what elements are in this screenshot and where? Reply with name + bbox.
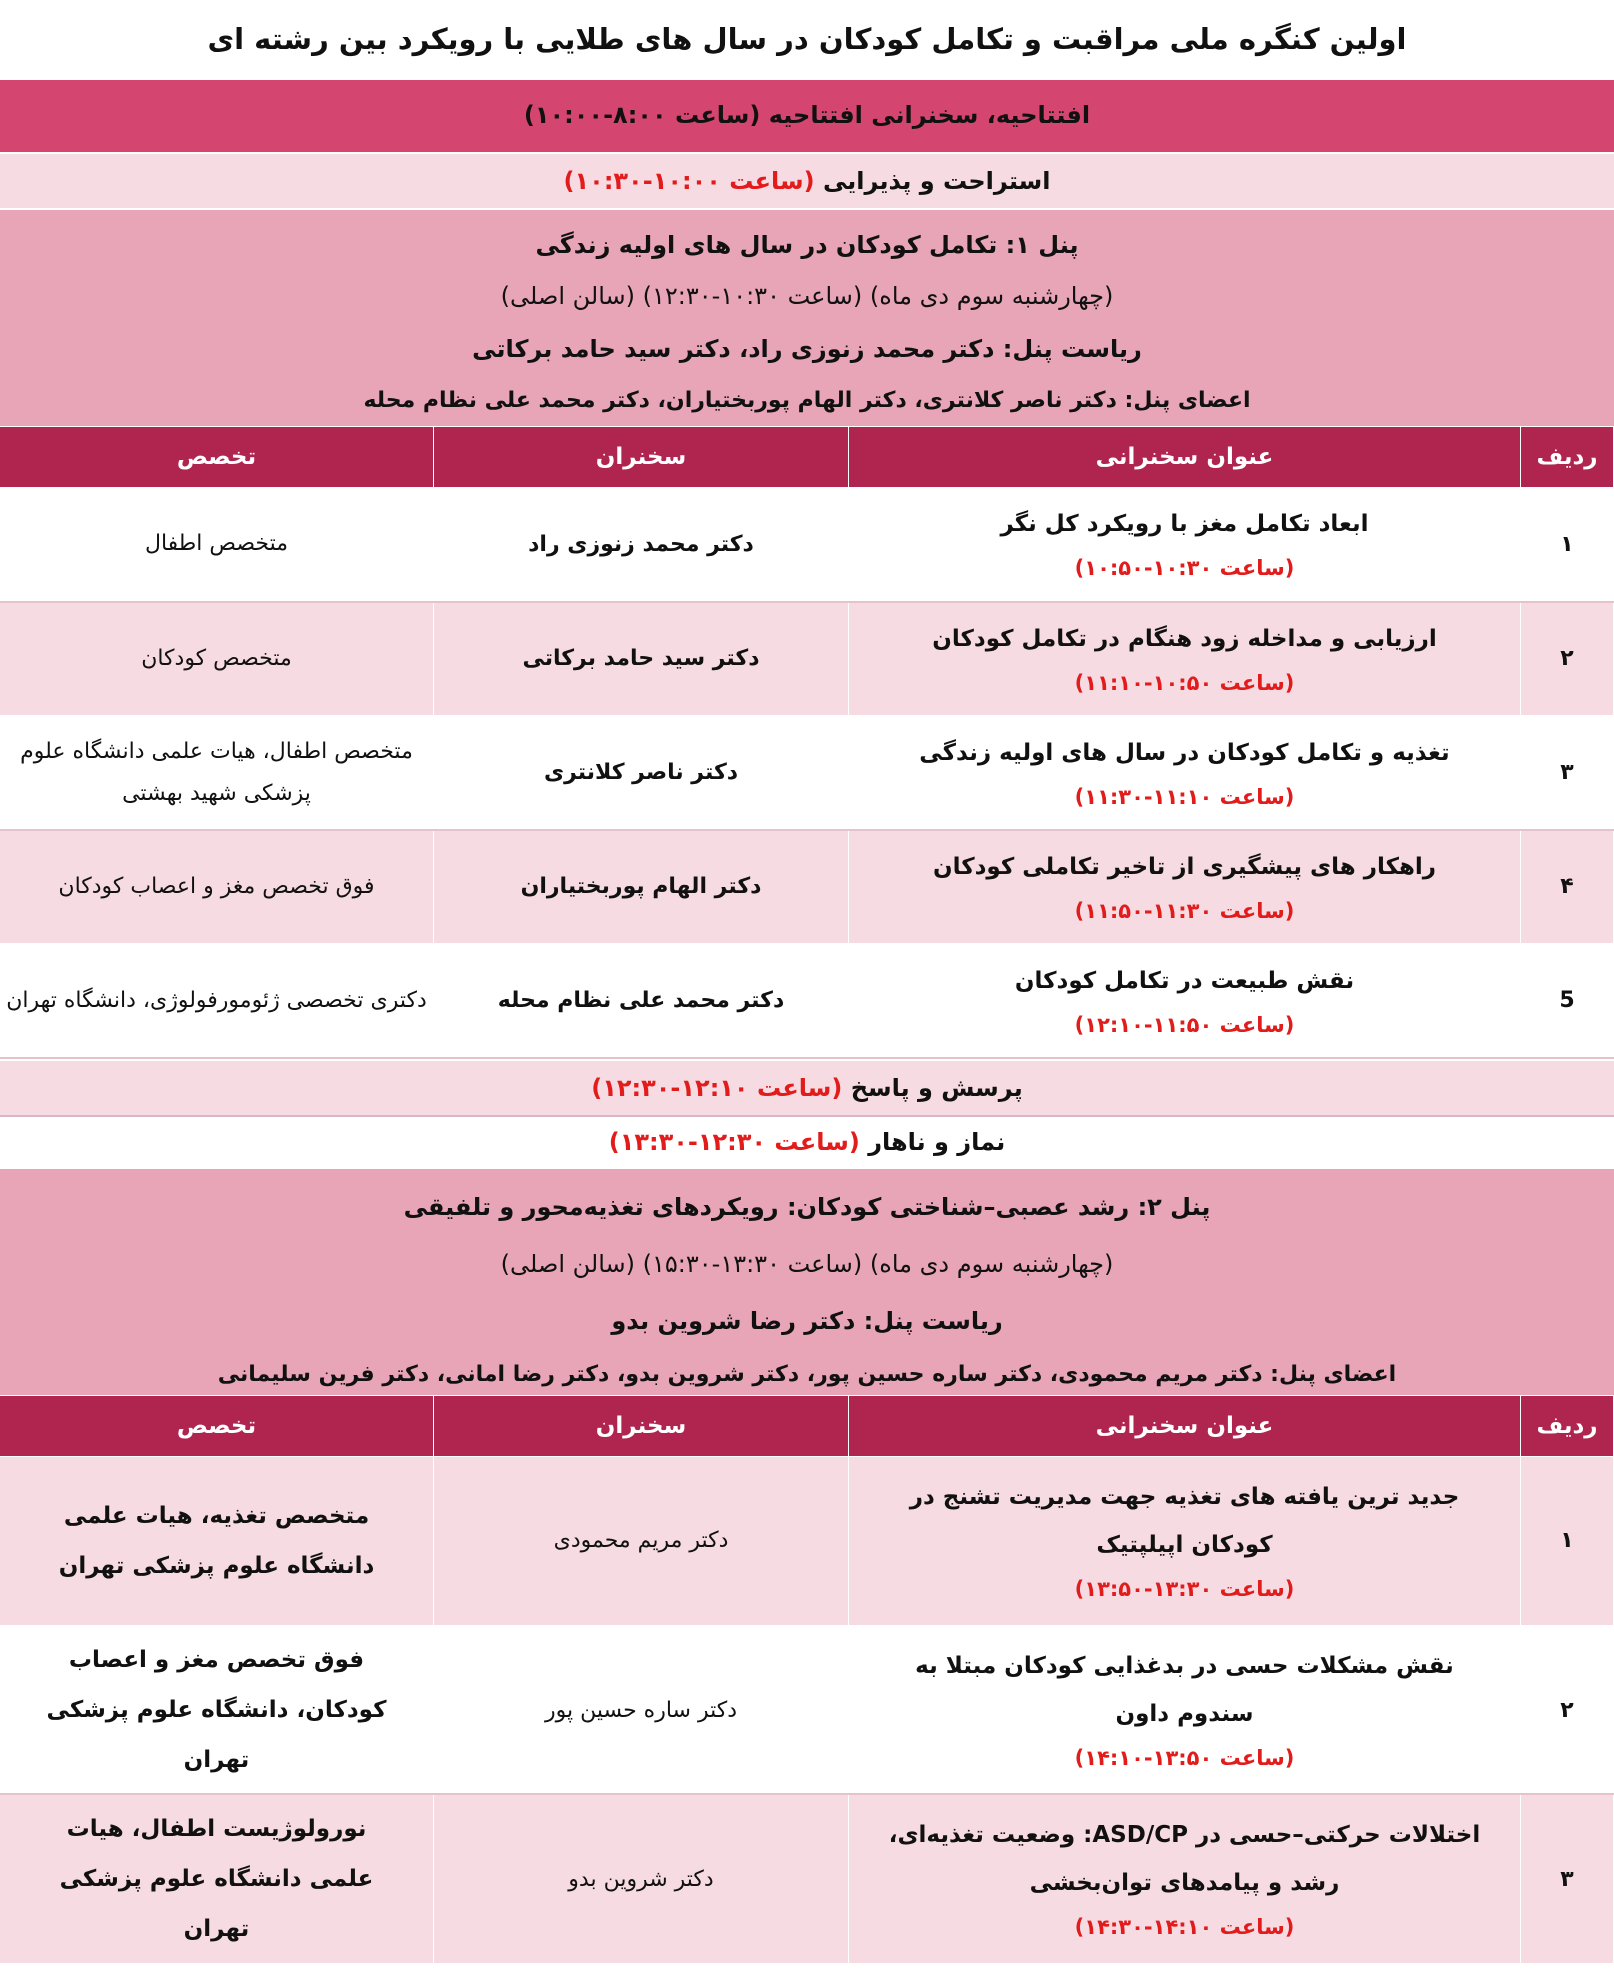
qa-time: (ساعت ۱۲:۱۰-۱۲:۳۰) bbox=[591, 1073, 843, 1102]
panel-2-header bbox=[0, 1167, 1614, 1395]
topic-title: نقش مشکلات حسی در بدغذایی کودکان مبتلا به سندوم داون bbox=[915, 1653, 1454, 1727]
row-number: 5 bbox=[1521, 944, 1614, 1058]
panel-2-table bbox=[0, 1395, 1614, 1966]
table-row bbox=[0, 1794, 1614, 1964]
row-number: ۳ bbox=[1521, 716, 1614, 830]
opening-label: افتتاحیه، سخنرانی افتتاحیه bbox=[768, 101, 1091, 129]
topic-title: تغذیه و تکامل کودکان در سال های اولیه زندگی bbox=[919, 739, 1450, 766]
row-number: ۳ bbox=[1521, 1794, 1614, 1964]
speaker-specialty: دکتری تخصصی ژئومورفولوژی، دانشگاه تهران bbox=[0, 944, 434, 1058]
panel-1-members: اعضای پنل: دکتر ناصر کلانتری، دکتر الهام پوربختیاران، دکتر محمد علی نظام محله bbox=[363, 388, 1251, 413]
topic-time: (ساعت ۱۱:۳۰-۱۱:۵۰) bbox=[1074, 898, 1295, 923]
speaker-name: دکتر محمد علی نظام محله bbox=[434, 944, 849, 1058]
break-time: (ساعت ۱۰:۰۰-۱۰:۳۰) bbox=[563, 167, 815, 195]
topic-title: ارزیابی و مداخله زود هنگام در تکامل کودکان bbox=[932, 625, 1437, 652]
panel-2-members: اعضای پنل: دکتر مریم محمودی، دکتر ساره حسین پور، دکتر شروین بدو، دکتر رضا امانی، دکتر فرین سلیمانی bbox=[217, 1361, 1397, 1387]
speaker-specialty: نورولوژیست اطفال، هیات علمی دانشگاه علوم پزشکی تهران bbox=[0, 1794, 434, 1964]
table-row bbox=[0, 944, 1614, 1058]
lunch-time: (ساعت ۱۲:۳۰-۱۳:۳۰) bbox=[608, 1127, 860, 1156]
panel-2-title: پنل ۲: رشد عصبی–شناختی کودکان: رویکردهای تغذیه‌محور و تلفیقی bbox=[403, 1192, 1211, 1221]
speaker-specialty: متخصص کودکان bbox=[0, 602, 434, 716]
table-row bbox=[0, 488, 1614, 602]
row-number: ۱ bbox=[1521, 1456, 1614, 1626]
lunch-band bbox=[0, 1115, 1614, 1167]
header-row-number: ردیف bbox=[1521, 427, 1614, 488]
talk-topic bbox=[849, 488, 1521, 602]
topic-time: (ساعت ۱۳:۳۰-۱۳:۵۰) bbox=[1074, 1576, 1295, 1601]
header-topic: عنوان سخنرانی bbox=[849, 1395, 1521, 1456]
panel-2-schedule: (چهارشنبه سوم دی ماه) (ساعت ۱۳:۳۰-۱۵:۳۰) (سالن اصلی) bbox=[500, 1249, 1114, 1278]
talk-topic bbox=[849, 944, 1521, 1058]
opening-time: (ساعت ۸:۰۰-۱۰:۰۰) bbox=[523, 101, 761, 129]
header-topic: عنوان سخنرانی bbox=[849, 427, 1521, 488]
row-number: ۲ bbox=[1521, 602, 1614, 716]
row-number: ۲ bbox=[1521, 1626, 1614, 1794]
panel-1-title: پنل ۱: تکامل کودکان در سال های اولیه زندگی bbox=[535, 231, 1079, 259]
speaker-name: دکتر ساره حسین پور bbox=[434, 1626, 849, 1794]
row-number: ۱ bbox=[1521, 488, 1614, 602]
table-row bbox=[0, 1626, 1614, 1794]
topic-title: جدید ترین یافته های تغذیه جهت مدیریت تشنج در کودکان اپیلپتیک bbox=[909, 1483, 1460, 1558]
speaker-name: دکتر ناصر کلانتری bbox=[434, 716, 849, 830]
talk-topic bbox=[849, 716, 1521, 830]
header-row-number: ردیف bbox=[1521, 1395, 1614, 1456]
break-band bbox=[0, 152, 1614, 208]
topic-time: (ساعت ۱۳:۵۰-۱۴:۱۰) bbox=[1074, 1746, 1295, 1770]
talk-topic bbox=[849, 830, 1521, 944]
lunch-label: نماز و ناهار bbox=[868, 1127, 1006, 1156]
talk-topic bbox=[849, 1626, 1521, 1794]
speaker-name: دکتر الهام پوربختیاران bbox=[434, 830, 849, 944]
panel-1-table bbox=[0, 426, 1614, 1059]
header-speaker: سخنران bbox=[434, 1395, 849, 1456]
topic-time: (ساعت ۱۰:۳۰-۱۰:۵۰) bbox=[1074, 556, 1295, 581]
table-header-row bbox=[0, 1395, 1614, 1456]
table-row bbox=[0, 602, 1614, 716]
topic-time: (ساعت ۱۱:۱۰-۱۱:۳۰) bbox=[1074, 784, 1295, 809]
break-label: استراحت و پذیرایی bbox=[823, 167, 1051, 195]
speaker-name: دکتر سید حامد برکاتی bbox=[434, 602, 849, 716]
speaker-specialty: فوق تخصص مغز و اعصاب کودکان، دانشگاه علوم پزشکی تهران bbox=[0, 1626, 434, 1794]
topic-time: (ساعت ۱۴:۱۰-۱۴:۳۰) bbox=[1074, 1915, 1295, 1939]
panel-1-schedule: (چهارشنبه سوم دی ماه) (ساعت ۱۰:۳۰-۱۲:۳۰) (سالن اصلی) bbox=[500, 282, 1114, 310]
speaker-specialty: فوق تخصص مغز و اعصاب کودکان bbox=[0, 830, 434, 944]
speaker-specialty: متخصص اطفال bbox=[0, 488, 434, 602]
panel-1-chair: ریاست پنل: دکتر محمد زنوزی راد، دکتر سید حامد برکاتی bbox=[472, 335, 1142, 363]
speaker-name: دکتر مریم محمودی bbox=[434, 1456, 849, 1626]
speaker-specialty: متخصص تغذیه، هیات علمی دانشگاه علوم پزشکی تهران bbox=[0, 1456, 434, 1626]
table-header-row bbox=[0, 427, 1614, 488]
talk-topic bbox=[849, 1794, 1521, 1964]
table-row bbox=[0, 830, 1614, 944]
talk-topic bbox=[849, 602, 1521, 716]
topic-time: (ساعت ۱۰:۵۰-۱۱:۱۰) bbox=[1074, 670, 1295, 695]
topic-title: اختلالات حرکتی–حسی در ASD/CP: وضعیت تغذیه‌ای، رشد و پیامدهای توان‌بخشی bbox=[888, 1822, 1481, 1896]
qa-label: پرسش و پاسخ bbox=[850, 1073, 1023, 1102]
row-number: ۴ bbox=[1521, 830, 1614, 944]
talk-topic bbox=[849, 1456, 1521, 1626]
speaker-name: دکتر محمد زنوزی راد bbox=[434, 488, 849, 602]
speaker-name: دکتر شروین بدو bbox=[434, 1794, 849, 1964]
table-row bbox=[0, 716, 1614, 830]
panel-1-header bbox=[0, 208, 1614, 426]
panel-2-chair: ریاست پنل: دکتر رضا شروین بدو bbox=[611, 1306, 1003, 1335]
table-row bbox=[0, 1456, 1614, 1626]
topic-title: راهکار های پیشگیری از تاخیر تکاملی کودکان bbox=[932, 853, 1437, 880]
header-speaker: سخنران bbox=[434, 427, 849, 488]
opening-band bbox=[0, 78, 1614, 152]
header-specialty: تخصص bbox=[0, 427, 434, 488]
topic-time: (ساعت ۱۱:۵۰-۱۲:۱۰) bbox=[1074, 1012, 1295, 1037]
topic-title: نقش طبیعت در تکامل کودکان bbox=[1014, 967, 1355, 994]
page-title: اولین کنگره ملی مراقبت و تکامل کودکان در سال های طلایی با رویکرد بین رشته ای bbox=[207, 22, 1407, 56]
qa-band bbox=[0, 1059, 1614, 1115]
speaker-specialty: متخصص اطفال، هیات علمی دانشگاه علوم پزشکی شهید بهشتی bbox=[0, 716, 434, 830]
topic-title: ابعاد تکامل مغز با رویکرد کل نگر bbox=[1000, 511, 1369, 538]
header-specialty: تخصص bbox=[0, 1395, 434, 1456]
